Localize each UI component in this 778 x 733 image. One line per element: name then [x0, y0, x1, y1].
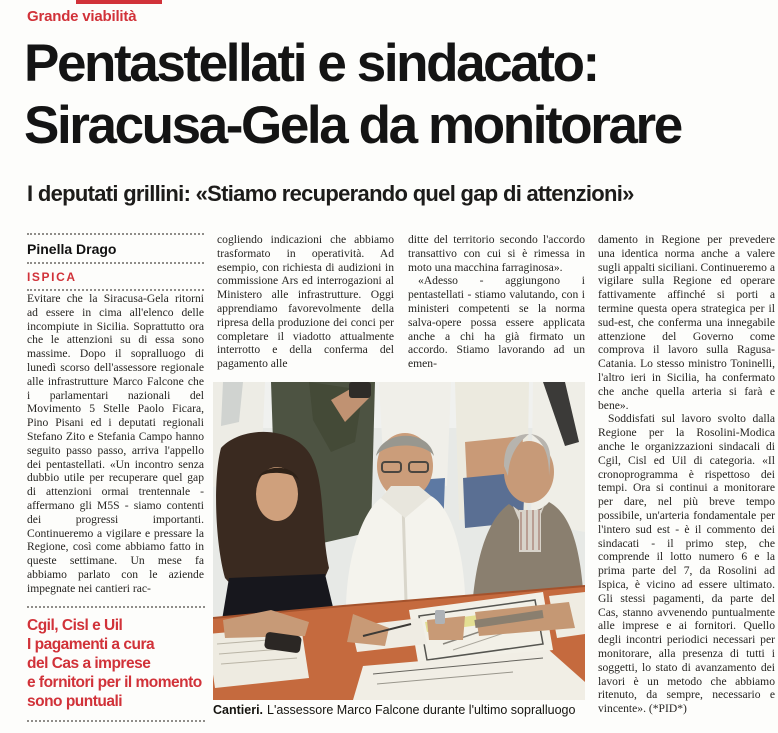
callout-line: I pagamenti a cura: [27, 636, 155, 653]
article-headline: [24, 33, 774, 157]
callout-block: [27, 606, 205, 722]
paragraph: damento in Regione per prevedere una identica norma anche a valere sugli appalti siciliani. Continueremo a vigilare sulla Regione ed operare fattivamente affinché si porti a termine questa opera strategica per il sud-est, che conferma una innegabile attenzione del Governo come comprova il lavoro sulla Ragusa-Catania. Lo stesso ministro Toninelli, l'altro ieri in Sicilia, ha confermato che anche quella arteria si farà e bene».: [598, 233, 775, 412]
kicker: Grande viabilità: [27, 8, 137, 25]
paragraph: Evitare che la Siracusa-Gela ritorni ad essere in cima all'elenco delle incompiute in Sicilia. Soprattutto ora che le attenzioni su di essa sono massime. Dopo il sopralluogo di lunedì scorso dell'assessore regionale alle infrastrutture Marco Falcone che i parlamentari nazionali del Movimento 5 Stelle Paolo Ficara, Pino Pisani ed i deputati regionali Stefano Zito e Stefania Campo hanno seguito passo passo, arriva l'appello dei pentastellati. «Un incontro senza dubbio utile per recuperare quel gap di attenzioni ormai trentennale - affermano gli M5S - siamo contenti dei progressi importanti. Continueremo a vigilare e pressare la Regione, così come abbiamo fatto in queste settimane. Un mese fa abbiamo parlato con le aziende impegnate nei cantieri rac-: [27, 292, 204, 595]
body-column-3: [408, 233, 585, 383]
paragraph: Soddisfati sul lavoro svolto dalla Regione per la Rosolini-Modica anche le organizzazioni sindacali di Cgil, Cisl ed Uil di categoria. «Il cronoprogramma è rispettoso dei tempi. Ora si continui a monitorare per dare, nel più breve tempo possibile, un'arteria fondamentale per l'intero sud est - è il commento dei sindacati - il primo step, che comprende il lotto numero 6 e la prima parte del 7, da Rosolini ad Ispica, è vicino ad essere ultimato. Gli stessi pagamenti, da parte del Cas, stanno avvenendo puntualmente alle imprese e ai fornitori. Quello degli incontri periodici necessari per monitorare, alla presenza di tutti i soggetti, lo stato di avanzamento dei lavori è un metodo che abbiamo ritenuto, da sempre, necessario e vincente». (*PID*): [598, 412, 775, 716]
photo-caption: [213, 703, 585, 717]
dateline: ISPICA: [27, 270, 77, 284]
photo-caption-lead: Cantieri.: [213, 703, 264, 717]
rule-below-callout: [27, 720, 205, 722]
rule-below-dateline: [27, 289, 204, 291]
headline-line-1: Pentastellati e sindacato:: [24, 34, 598, 93]
article-subhead: I deputati grillini: «Stiamo recuperando quel gap di attenzioni»: [27, 181, 634, 206]
meeting-photo-illustration: [213, 382, 585, 700]
top-edge-red-fragment: [76, 0, 162, 4]
paragraph: ditte del territorio secondo l'accordo transattivo con cui si è rimessa in moto una macchina farraginosa».: [408, 233, 585, 274]
body-column-2: [217, 233, 394, 383]
byline-block: [27, 233, 204, 291]
byline-author: Pinella Drago: [27, 241, 117, 257]
paragraph: cogliendo indicazioni che abbiamo trasformato in operatività. Ad esempio, con richiesta di audizioni in commissione Ars ed interrogazioni al Ministero alle infrastrutture. Oggi apprendiamo favorevolmente della ripresa della produzione dei conci per completare il viadotto attualmente interrotto e della conferma del pagamento alle: [217, 233, 394, 371]
callout-line: sono puntuali: [27, 693, 123, 710]
callout-line: e fornitori per il momento: [27, 674, 202, 691]
headline-line-2: Siracusa-Gela da monitorare: [24, 96, 681, 155]
callout-line: del Cas a imprese: [27, 655, 151, 672]
photo-caption-text: L'assessore Marco Falcone durante l'ultimo sopralluogo: [267, 703, 576, 717]
paragraph: «Adesso - aggiungono i pentastellati - stiamo valutando, con i ministeri competenti se la norma salva-opere possa essere applicata anche a chi ha già firmato un accordo. Stiamo lavorando ad un emen-: [408, 274, 585, 371]
body-column-4: [598, 233, 775, 723]
callout-line: Cgil, Cisl e Uil: [27, 617, 123, 634]
body-column-1: [27, 292, 204, 604]
article-photo: [213, 382, 585, 700]
